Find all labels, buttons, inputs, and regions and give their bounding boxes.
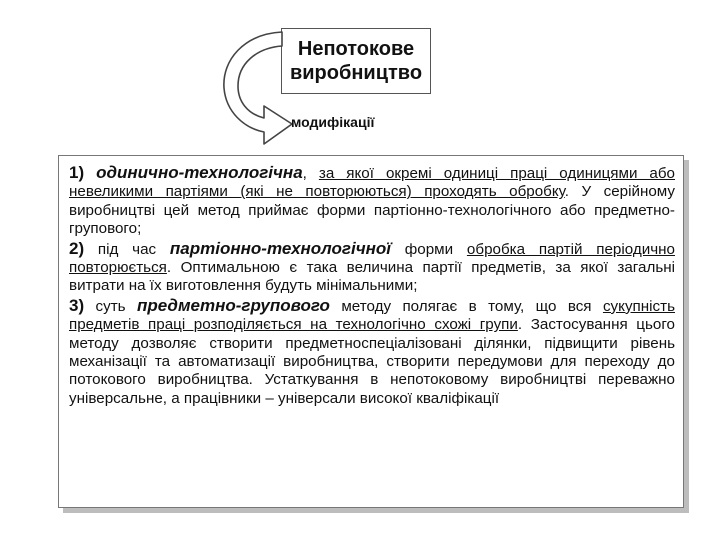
- item-number: 1): [69, 163, 85, 182]
- method-item-3: [69, 297, 675, 408]
- item-number: 2): [69, 238, 85, 258]
- method-description: . Застосування цього методу дозволяє створити предметноспеціалізовані ділянки, підвищити рівень механізації та автоматизації виробництва, створити передумови для переходу до потокового виробництва. Устаткування в непотоковому виробництві переважно універсальне, а працівники – універсали високої кваліфікації: [69, 316, 675, 407]
- modifications-label: модифікації: [291, 114, 375, 130]
- item-mid-text: форми: [404, 240, 454, 258]
- item-number: 3): [69, 295, 85, 315]
- production-type-title: Непотокове виробництво: [289, 38, 423, 84]
- method-item-2: [69, 240, 675, 296]
- separator: ,: [302, 165, 307, 182]
- method-definition: сукупність предметів праці розподіляється на технологічно схожі групи: [69, 297, 675, 334]
- item-lead-text: суть: [95, 297, 126, 315]
- method-definition: за якої окремі одиниці праці одиницями або невеликими партіями (які не повторюються) проходять обробку: [69, 165, 675, 201]
- method-description: . Оптимальною є така величина партії предметів, за якої загальні витрати на їх виготовлення будуть мінімальними;: [69, 259, 675, 295]
- method-term: партіонно-технологічної: [169, 238, 391, 258]
- methods-panel: [58, 155, 684, 508]
- methods-text: [69, 164, 675, 409]
- item-mid-text: методу полягає в тому, що вся: [341, 297, 592, 315]
- method-term: одинично-технологічна: [96, 163, 303, 182]
- item-lead-text: під час: [97, 240, 157, 258]
- method-definition: обробка партій періодично повторюється: [69, 240, 675, 277]
- method-description: . У серійному виробництві цей метод приймає форми партіонно-технологічного або предметно-групового;: [69, 183, 675, 238]
- curved-arrow-icon: [214, 20, 304, 150]
- method-term: предметно-групового: [137, 295, 330, 315]
- method-item-1: [69, 164, 675, 239]
